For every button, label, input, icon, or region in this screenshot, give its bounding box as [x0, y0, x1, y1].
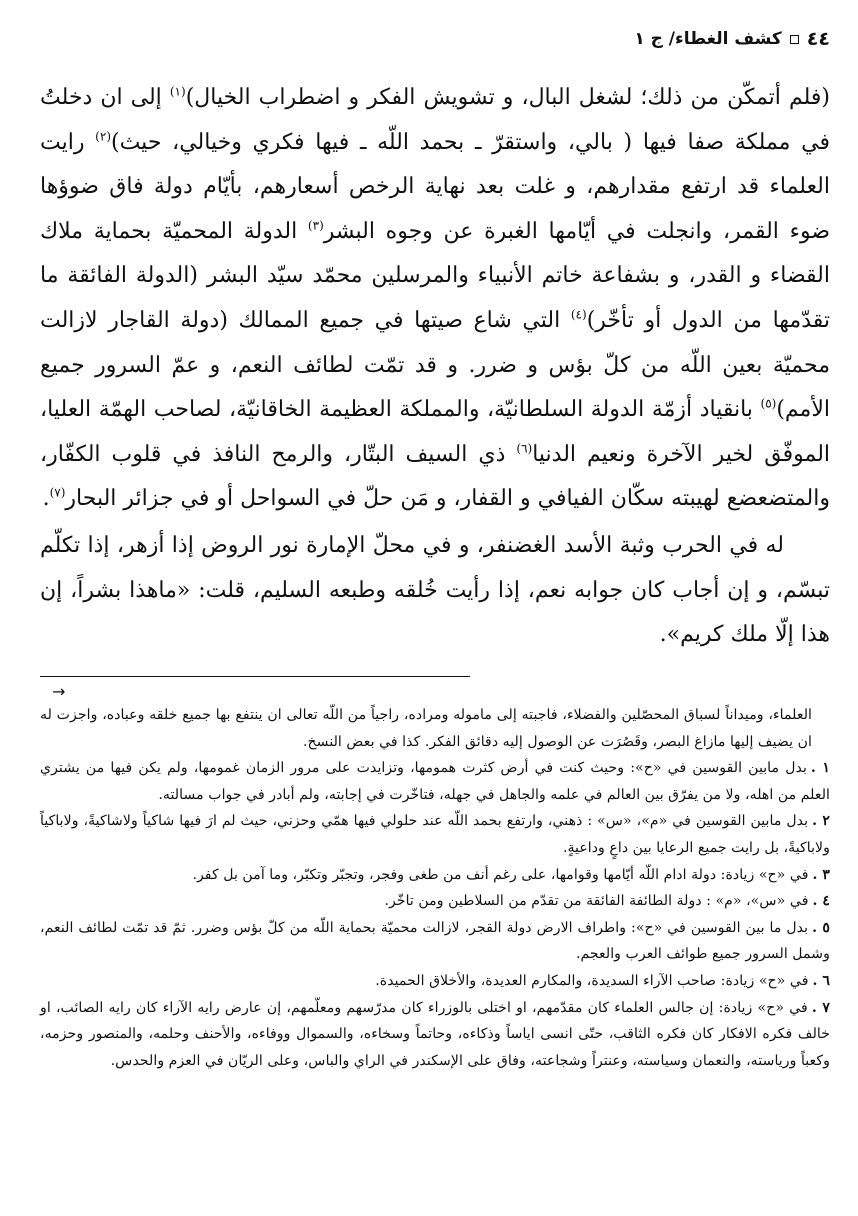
document-page: [40, 0, 830, 1216]
footnote-number: ٤ .: [812, 893, 830, 910]
footnote-item: [40, 755, 830, 808]
footnote-item: [40, 808, 830, 861]
footnote-text: بدل مابين القوسين في «ح»: وحيث كنت في أرض كثرت همومها، وتزايدت على مرور الزمان غمومها، ولم يكن فيها من يشتري العلم من اهله، ولا من يفرّق بين العالم في علمه والجاهل في جهله، فتاخّرت في إجابته، ولم أبادر في جواب مسالته.: [40, 760, 830, 803]
page-number: ٤٤: [806, 28, 830, 50]
footnote-continuation: العلماء، وميداناً لسباق المحصّلين والفضلاء، فاجبته إلى ماموله ومراده، راجياً من اللّه تعالى ان ينتفع بها جميع خلقه وعباده، واجزت له ان يضيف إليها مازاغ البصر، وقَصُرَت عن الوصول إليه دقائق الفكر. كذا في بعض النسخ.: [40, 707, 812, 750]
paragraph-2: له في الحرب وثبة الأسد الغضنفر، و في محلّ الإمارة نور الروض إذا أزهر، إذا تكلّم تبسّم، و إن أجاب كان جوابه نعم، إذا رأيت خُلقه وطبعه السليم، قلت: «ماهذا بشراً، إن هذا إلّا ملك كريم».: [40, 532, 830, 648]
text-run: .: [42, 486, 50, 512]
footnote-ref[interactable]: (٦): [516, 441, 533, 456]
text-run: الدولة المحميّة بحماية ملاك القضاء و القدر، و بشفاعة خاتم الأنبياء والمرسلين محمّد سيّد البشر (الدولة الفائقة ما تقدّمها من الدول أو تأخّر): [40, 218, 830, 333]
footnote-list: [40, 755, 830, 1074]
continuation-arrow-icon: →: [52, 682, 66, 701]
footnote-ref[interactable]: (٣): [307, 218, 324, 233]
square-separator-icon: [790, 35, 799, 44]
footnote-ref[interactable]: (٧): [49, 486, 66, 501]
footnote-separator-rule: [40, 676, 470, 677]
footnote-ref[interactable]: (٢): [95, 129, 111, 144]
footnote-ref[interactable]: (٥): [760, 396, 777, 411]
footnote-text: بدل مابين القوسين في «م»، «س» : ذهني، وارتفع بحمد اللّه عند حلولي فيها همّي وحزني، حيث لم ارَ فيها شاكياً ولاشاكيةً، ولاباكياً ولاباكيةً، بل رايت جميع الرعايا بين داعٍ وداعيةٍ.: [40, 813, 830, 856]
text-run: ذي السيف البتّار، والرمح النافذ في قلوب الكفّار، والمتضعضع لهيبته سكّان الفيافي و القفار، و مَن حلّ في السواحل أو في جزائر البحار: [40, 441, 830, 512]
footnote-ref[interactable]: (٤): [570, 307, 587, 322]
paragraph-1: [40, 76, 830, 522]
footnote-text: بدل ما بين القوسين في «ح»: واطراف الارض دولة القجر، لازالت محميّة بحماية اللّه من كلّ بؤس وضرر. ثمّ قد تمّت لطائف النعم، وشمل السرور جميع طوائف العرب والعجم.: [40, 919, 830, 963]
footnote-item: [40, 995, 830, 1075]
footnote-number: ٦ .: [812, 972, 830, 989]
footnote-number: ٥ .: [812, 919, 830, 936]
text-run: التي شاع صيتها في جميع الممالك (دولة القاجار لازالت محميّة بعين اللّه من كلّ بؤس و ضرر. و قد تمّت لطائف النعم، و عمّ السرور جميع الأمم): [40, 307, 830, 423]
running-title: كشف الغطاء/ ج ١: [634, 29, 782, 49]
footnote-ref[interactable]: (١): [169, 84, 186, 99]
footnote-number: ٢ .: [812, 813, 830, 830]
footnote-item: [40, 968, 830, 995]
footnote-item: [40, 888, 830, 915]
text-run: (فلم أتمكّن من ذلك؛ لشغل البال، و تشويش الفكر و اضطراب الخيال): [185, 85, 830, 110]
main-text: [40, 76, 830, 658]
text-run: إلى ان دخلتُ في مملكة صفا فيها ( بالي، واستقرّ ـ بحمد اللّه ـ فيها فكري وخيالي، حيث): [40, 85, 830, 155]
footnote-number: ١ .: [810, 760, 830, 777]
footnote-number: ٣ .: [812, 866, 830, 883]
footnote-text: في «ح» زيادة: دولة ادام اللّه أيّامها وقوامها، على رغم أنف من طغى وفجر، وتجبّر وتكبّر، وما آمن بل كفر.: [192, 866, 809, 883]
footnotes: [40, 702, 830, 1074]
footnote-text: في «ح» زيادة: صاحب الآراء السديدة، والمكارم العديدة، والأخلاق الحميدة.: [375, 972, 809, 989]
text-run: بانقياد أزمّة الدولة السلطانيّة، والمملكة العظيمة الخاقانيّة، لصاحب الهمّة العليا، الموفّق لخير الآخرة ونعيم الدنيا: [40, 397, 831, 467]
footnote-item: [40, 915, 830, 968]
running-header: [634, 28, 830, 50]
footnote-item: [40, 862, 830, 889]
footnote-text: في «ح» زيادة: إن جالس العلماء كان مقدّمهم، او اختلى بالوزراء كان مدرّسهم ومعلّمهم، إن عارض رايه الآراء كان رايه الصائب، او خالف فكره الافكار كان فكره الثاقب، حتّى انسى اياساً وذكاءه، وحاتماً وسخاءه، والسموال ووفاءه، والأحنف وحلمه، والمنصور وحزمه، وكعباً ورياسته، والنعمان وسياسته، وعنتراً وشجاعته، وفاق على الإسكندر في الراي والباس، وعلى الريّان في العزم والحدس.: [40, 999, 830, 1069]
footnote-number: ٧ .: [811, 999, 831, 1016]
text-run: رايت العلماء قد ارتفع مقدارهم، و غلت بعد نهاية الرخص أسعارهم، بأيّام دولة فاق ضوؤها ضوء القمر، وانجلت في أيّامها الغبرة عن وجوه البشر: [40, 129, 831, 244]
footnote-text: في «س»، «م» : دولة الطائفة الفائقة من تقدّم من السلاطين ومن تاخّر.: [384, 893, 809, 910]
